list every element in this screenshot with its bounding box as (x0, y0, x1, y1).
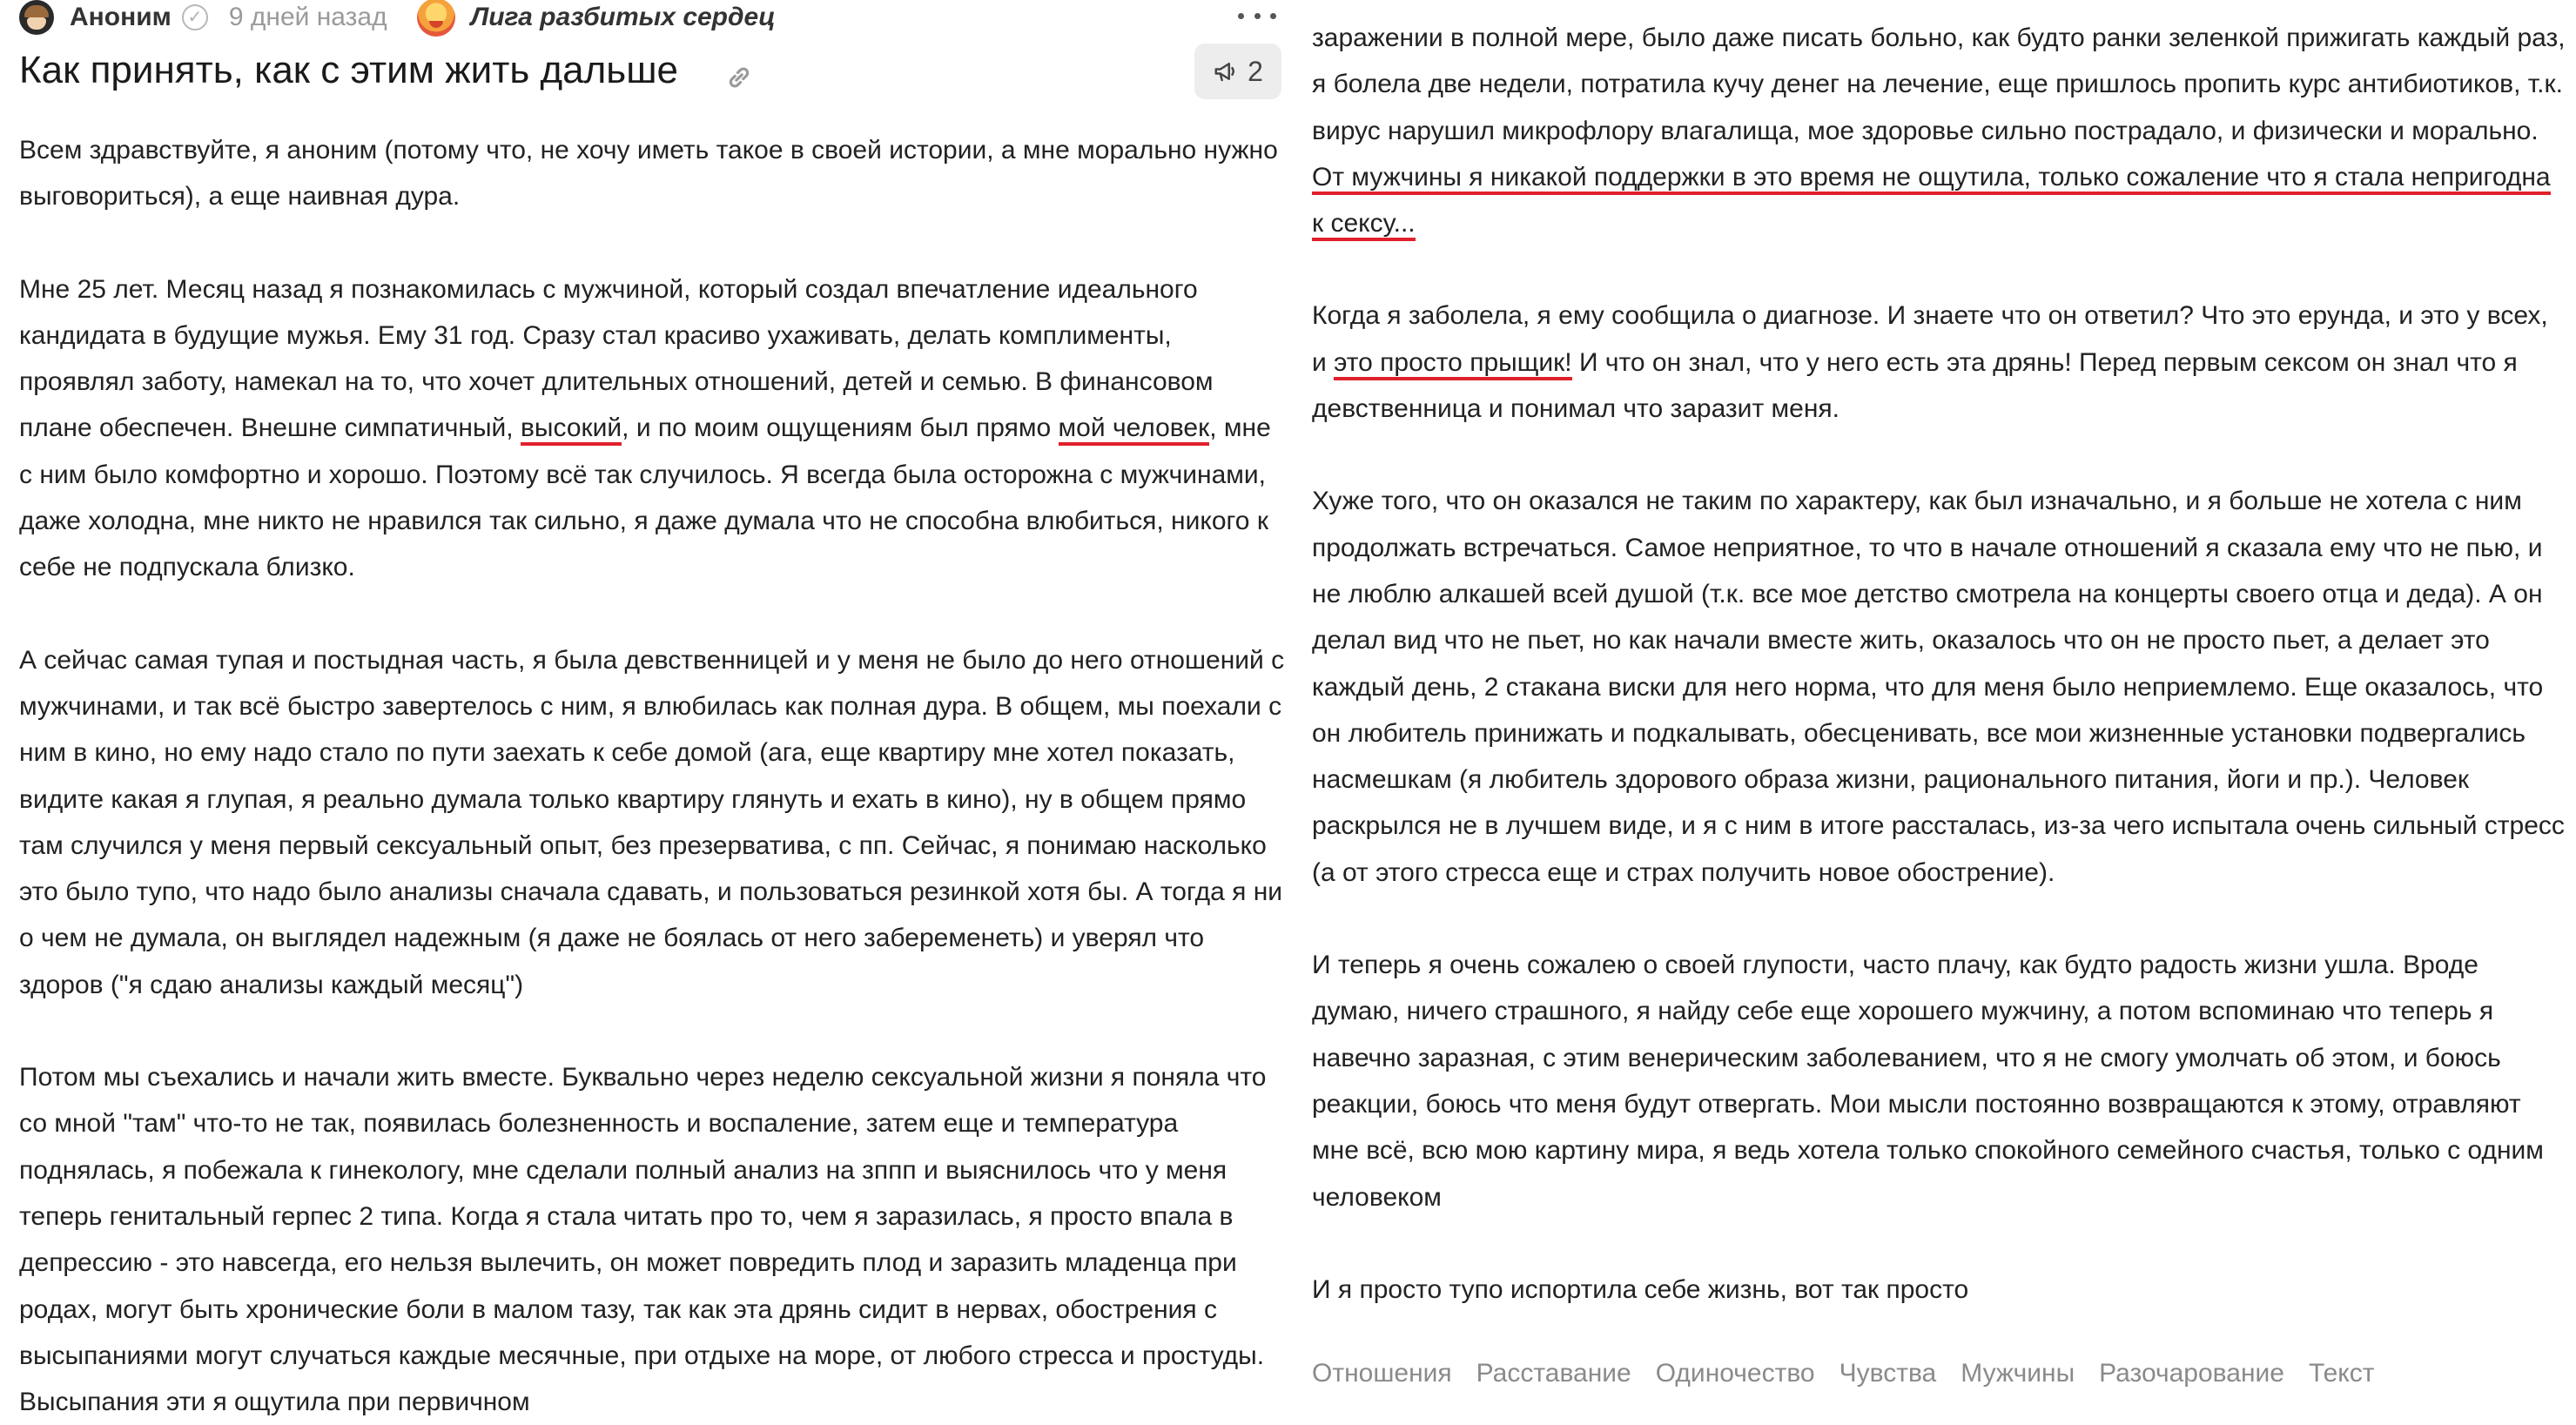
paragraph (19, 1054, 1290, 1425)
paragraph-text: А сейчас самая тупая и постыдная часть, я была девственницей и у меня не было до него отношений с мужчинами, и так всё быстро завертелось с ним, я влюбилась как полная дура. В общем, мы поехали с ним в кино, но ему надо стало по пути заехать к себе домой (ага, еще квартиру мне хотел показать, видите какая я глупая, я реально думала только квартиру глянуть и ехать в кино), ну в общем прямо там случился у меня первый сексуальный опыт, без презерватива, с пп. Сейчас, я понимаю насколько это было тупо, что надо было анализы сначала сдавать, и пользоваться резинкой хотя бы. А тогда я ни о чем не думала, он выглядел надежным (я даже не боялась от него забеременеть) и уверял что здоров ("я сдаю анализы каждый месяц") (19, 645, 1285, 999)
highlighted-text: От мужчины я никакой поддержки в это время не ощутила, только сожаление что я стала непригодна к сексу... (1312, 163, 2551, 241)
post-column-right (1312, 15, 2566, 1388)
tag-link[interactable]: Мужчины (1961, 1359, 2075, 1388)
paragraph-text: Хуже того, что он оказался не таким по характеру, как был изначально, и я больше не хотела с ним продолжать встречаться. Самое неприятное, то что в начале отношений я сказала ему что не пью, и не люблю алкашей всей душой (т.к. все мое детство смотрела на концерты своего отца и деда). А он делал вид что не пьет, но как начали вместе жить, оказалось что он не просто пьет, а делает это каждый день, 2 стакана виски для него норма, что для меня было неприемлемо. Еще оказалось, что он любитель принижать и подкалывать, обесценивать, все мои жизненные установки подвергались насмешкам (я любитель здорового образа жизни, рационального питания, йоги и пр.). Человек раскрылся не в лучшем виде, и я с ним в итоге рассталась, из-за чего испытала очень сильный стресс (а от этого стресса еще и страх получить новое обострение). (1312, 487, 2565, 887)
comments-count: 2 (1248, 55, 1263, 87)
paragraph-text: , мне с ним было комфортно и хорошо. Поэтому всё так случилось. Я всегда была осторожна с мужчинами, даже холодна, мне никто не нравился так сильно, я даже думала что не способна влюбиться, никого к себе не подпускала близко. (19, 413, 1271, 582)
paragraph-text: И теперь я очень сожалею о своей глупости, часто плачу, как будто радость жизни ушла. Вроде думаю, ничего страшного, я найду себе еще хорошего мужчину, а потом вспоминаю что теперь я навечно заразная, с этим венерическим заболеванием, что я не смогу умолчать об этом, и боюсь реакции, боюсь что меня будут отвергать. Мои мысли постоянно возвращаются к этому, отравляют мне всё, всю мою картину мира, я ведь хотела только спокойного семейного счастья, только с одним человеком (1312, 951, 2544, 1212)
paragraph-text: Потом мы съехались и начали жить вместе. Буквально через неделю сексуальной жизни я поняла что со мной "там" что-то не так, появилась болезненность и воспаление, затем еще и температура поднялась, я побежала к гинекологу, мне сделали полный анализ на зппп и выяснилось что у меня теперь генитальный герпес 2 типа. Когда я стала читать про то, чем я заразилась, я просто впала в депрессию - это навсегда, его нельзя вылечить, он может повредить плод и заразить младенца при родах, могут быть хронические боли в малом тазу, так как эта дрянь сидит в нервах, обострения с высыпаниями могут случаться каждые месячные, при отдыхе на море, от любого стресса и простуды. Высыпания эти я ощутила при первичном (19, 1063, 1267, 1417)
post-column-left (19, 0, 1290, 1425)
author-name[interactable]: Аноним (70, 3, 172, 31)
paragraph-text: , и по моим ощущениям был прямо (622, 413, 1059, 443)
megaphone-icon (1213, 58, 1239, 84)
check-circle-icon: ✓ (182, 4, 208, 30)
paragraph-text: Когда я заболела, я ему сообщила о диагнозе. И знаете что он ответил? Что это ерунда, и это у всех, и (1312, 301, 2548, 377)
author-avatar[interactable] (19, 0, 54, 35)
paragraph-text: И я просто тупо испортила себе жизнь, вот так просто (1312, 1274, 1969, 1304)
paragraph-text: Всем здравствуйте, я аноним (потому что, не хочу иметь такое в своей истории, а мне морально нужно выговориться), а еще наивная дура. (19, 136, 1278, 212)
post-body-left (19, 127, 1290, 1425)
paragraph (1312, 15, 2566, 246)
paragraph (1312, 292, 2566, 432)
tag-link[interactable]: Одиночество (1655, 1359, 1815, 1388)
tag-link[interactable]: Текст (2308, 1359, 2375, 1388)
paragraph-text: И что он знал, что у него есть эта дрянь! Перед первым сексом он знал что я девственница и понимал что заразит меня. (1312, 347, 2518, 424)
paragraph (19, 637, 1290, 1008)
more-dots-icon[interactable] (1238, 0, 1276, 35)
highlighted-text: мой человек (1059, 413, 1210, 446)
paragraph (1312, 942, 2566, 1220)
community-avatar[interactable] (417, 0, 455, 37)
post-time[interactable]: 9 дней назад (228, 3, 387, 31)
paragraph-text: заражении в полной мере, было даже писать больно, как будто ранки зеленкой прижигать каждый раз, я болела две недели, потратила кучу денег на лечение, еще пришлось пропить курс антибиотиков, т.к. вирус нарушил микрофлору влагалища, мое здоровье сильно пострадало, и физически и морально. (1312, 24, 2566, 145)
paragraph (1312, 1267, 2566, 1313)
highlighted-text: высокий (521, 413, 622, 446)
post-body-right (1312, 15, 2566, 1313)
paragraph (19, 266, 1290, 591)
title-row (19, 38, 1290, 118)
post-meta (19, 0, 1290, 38)
tag-link[interactable]: Чувства (1839, 1359, 1937, 1388)
link-icon[interactable] (723, 61, 756, 94)
post-title[interactable]: Как принять, как с этим жить дальше (19, 49, 679, 91)
tag-link[interactable]: Разочарование (2099, 1359, 2284, 1388)
tag-link[interactable]: Расставание (1476, 1359, 1631, 1388)
paragraph-text: Мне 25 лет. Месяц назад я познакомилась с мужчиной, который создал впечатление идеального кандидата в будущие мужья. Ему 31 год. Сразу стал красиво ухаживать, делать комплименты, проявлял заботу, намекал на то, что хочет длительных отношений, детей и семью. В финансовом плане обеспечен. Внешне симпатичный, (19, 274, 1214, 443)
paragraph (1312, 478, 2566, 896)
tag-list (1312, 1359, 2566, 1388)
comments-button[interactable] (1194, 44, 1281, 99)
community-name[interactable]: Лига разбитых сердец (470, 3, 776, 31)
paragraph (19, 127, 1290, 220)
highlighted-text: это просто прыщик! (1334, 348, 1572, 380)
tag-link[interactable]: Отношения (1312, 1359, 1452, 1388)
